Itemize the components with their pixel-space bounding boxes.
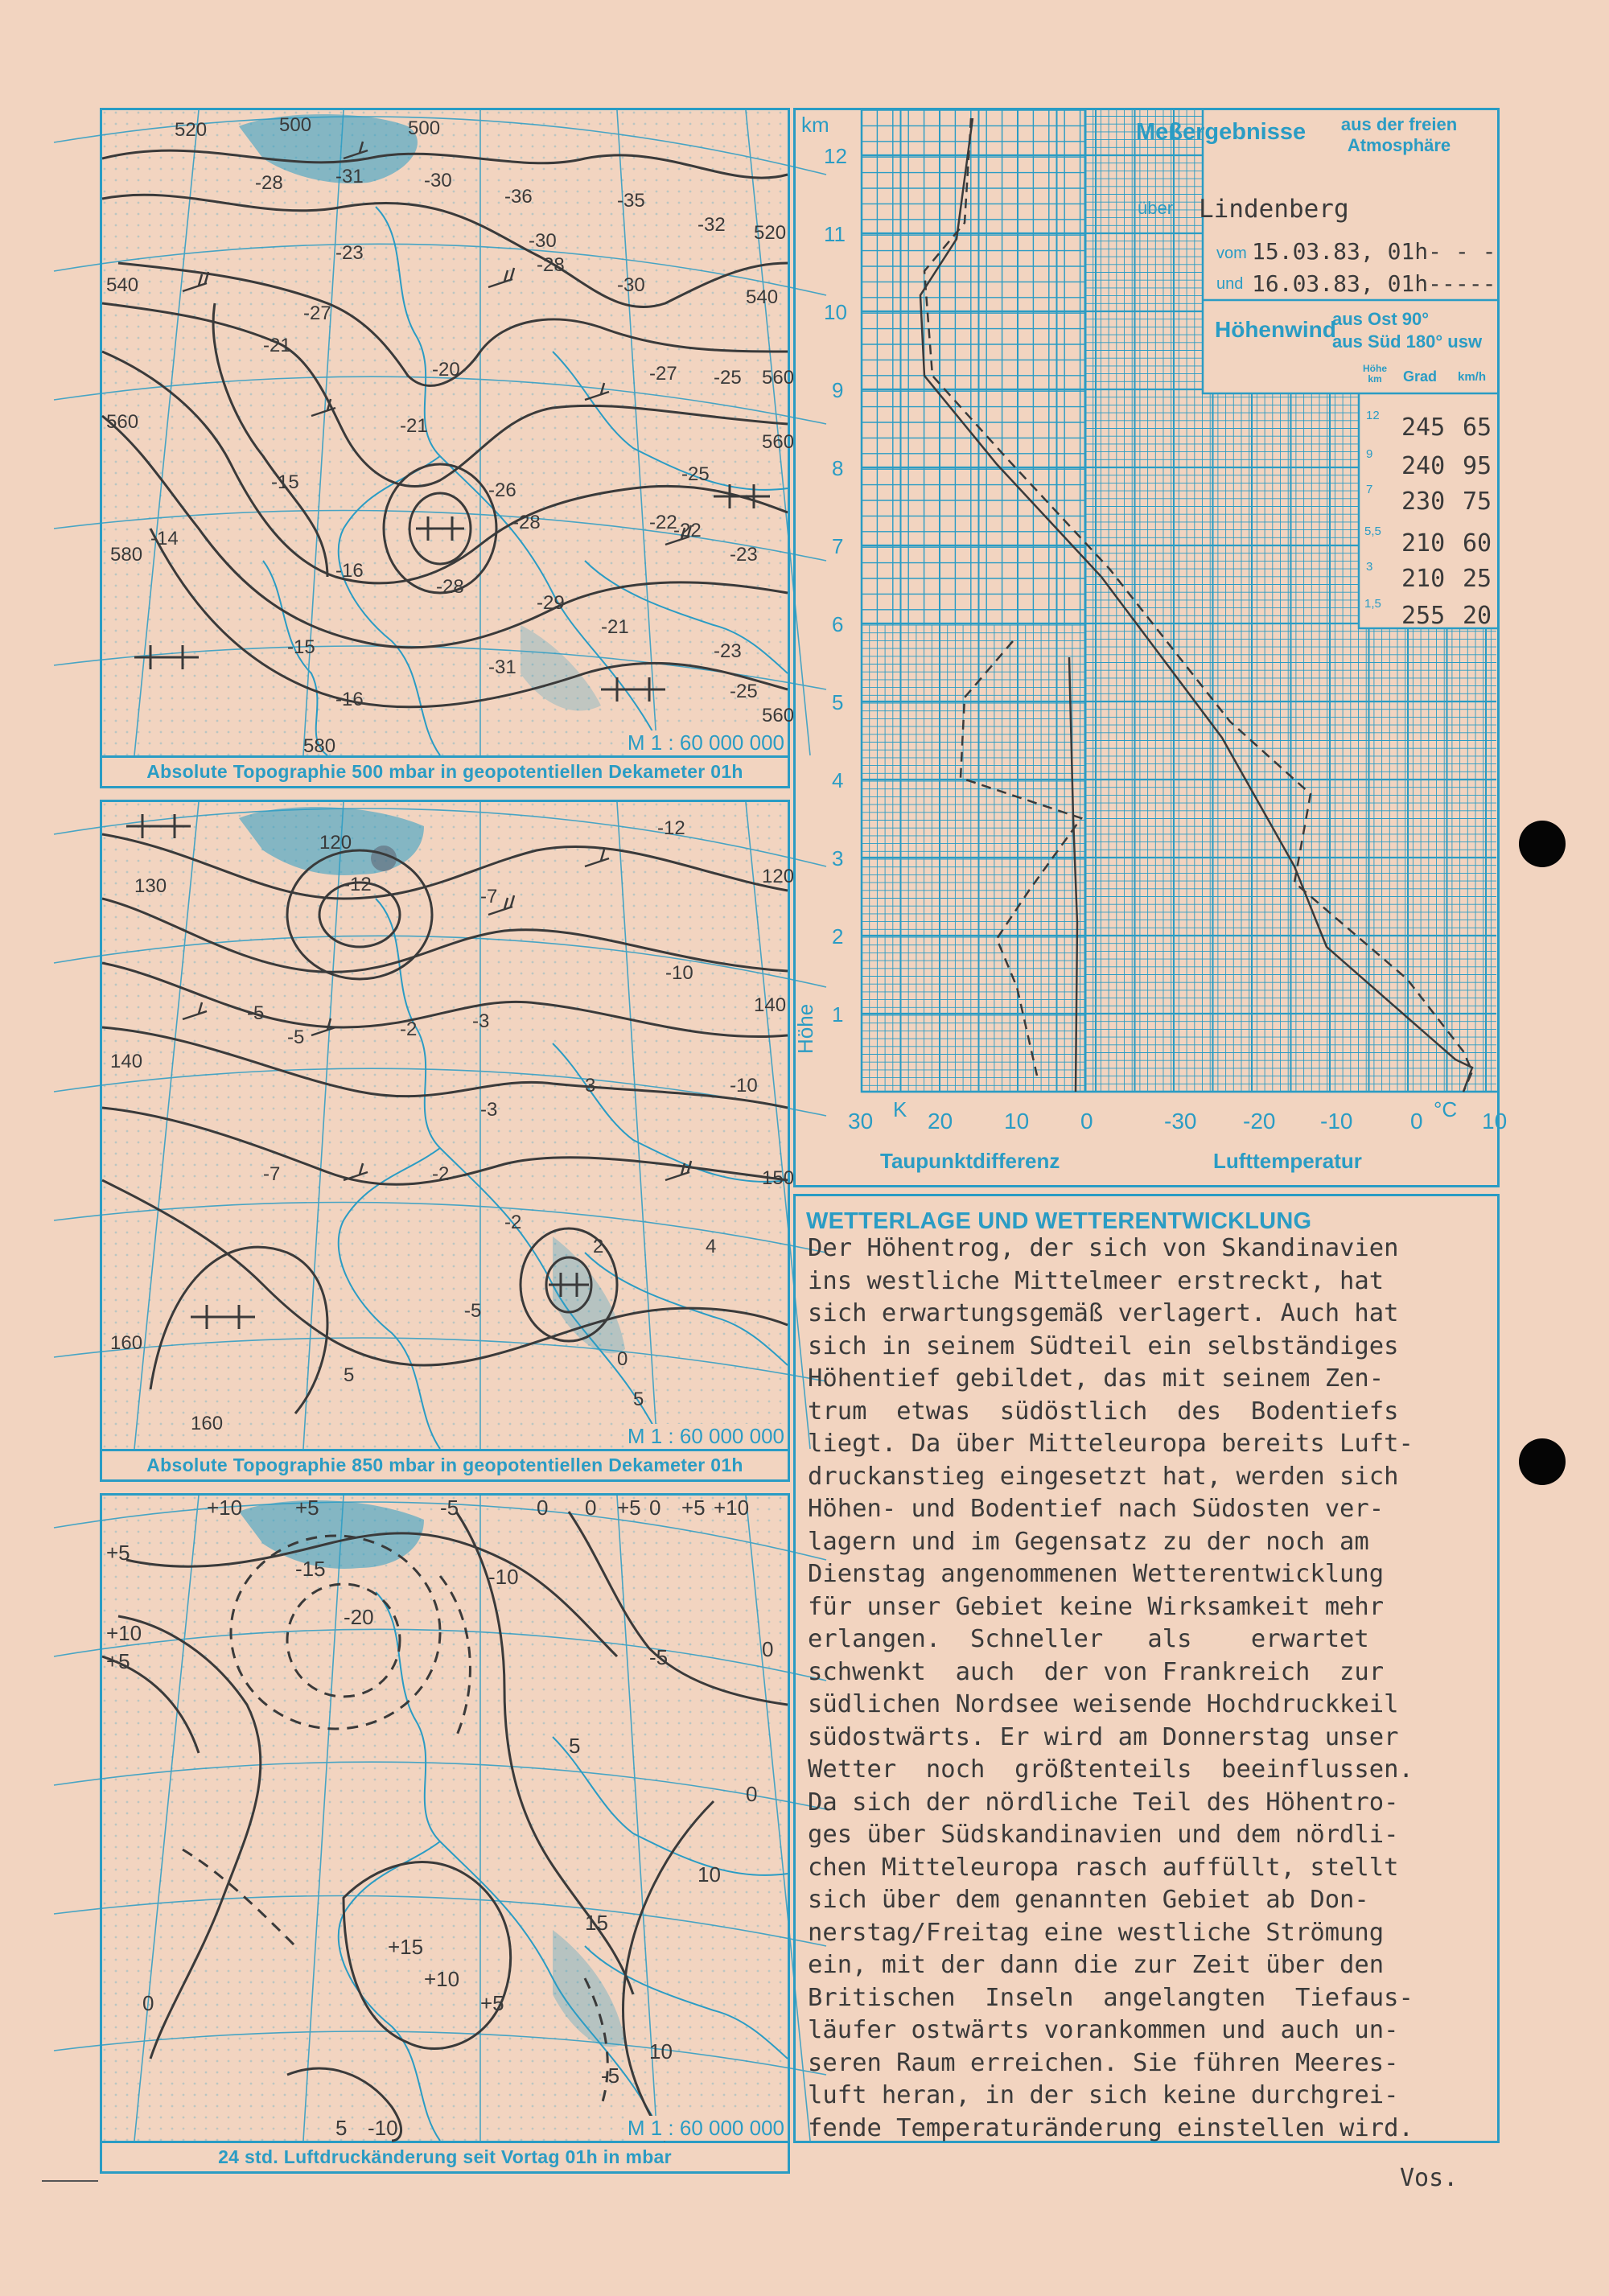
weather-text-line: Britischen Inseln angelangten Tiefaus- <box>808 1983 1414 2012</box>
wind-speed: 65 <box>1463 414 1492 442</box>
contour-label: -7 <box>480 886 498 907</box>
aero-title: Meßergebnisse <box>1136 119 1307 145</box>
pressure-label: -5 <box>601 2064 620 2088</box>
map-850-caption: Absolute Topographie 850 mbar in geopotentiellen Dekameter 01h <box>100 1451 790 1482</box>
contour-label: -32 <box>698 214 726 236</box>
contour-label: 120 <box>319 832 352 854</box>
weather-text-line: ins westliche Mittelmeer erstreckt, hat <box>808 1266 1385 1295</box>
weather-text-line: südlichen Nordsee weisende Hochdruckkeil <box>808 1690 1399 1718</box>
pressure-label: 10 <box>698 1862 721 1887</box>
wind-row <box>1363 525 1498 562</box>
y-tick-label: 5 <box>832 690 844 714</box>
contour-label: -20 <box>432 359 460 381</box>
wind-height: 7 <box>1366 483 1373 496</box>
contour-label: -16 <box>335 560 364 582</box>
map-500mbar-drawing <box>102 110 795 757</box>
contour-label: 140 <box>110 1051 143 1072</box>
contour-label: 5 <box>633 1389 644 1410</box>
contour-label: -31 <box>488 656 516 678</box>
weather-text-line: liegt. Da über Mitteleuropa bereits Luft- <box>808 1430 1414 1458</box>
pressure-label: 5 <box>335 2116 348 2140</box>
pressure-label: 5 <box>569 1734 581 1758</box>
contour-label: -23 <box>335 242 364 264</box>
dewpoint-axis-label: Taupunktdifferenz <box>880 1149 1060 1173</box>
wind-direction: 210 <box>1401 529 1446 558</box>
contour-label: -35 <box>617 190 645 212</box>
wind-direction: 240 <box>1401 452 1446 480</box>
contour-label: 540 <box>746 286 779 308</box>
map-500-caption: Absolute Topographie 500 mbar in geopotentiellen Dekameter 01h <box>100 758 790 788</box>
y-tick-label: 6 <box>832 612 844 636</box>
contour-label: 540 <box>106 274 139 296</box>
contour-label: -3 <box>480 1099 498 1121</box>
contour-label: -5 <box>464 1300 482 1322</box>
contour-label: -29 <box>537 592 565 614</box>
contour-label: 150 <box>762 1167 795 1189</box>
pressure-label: +10 <box>207 1496 243 1520</box>
temp-tick-label: 0 <box>1410 1109 1423 1134</box>
wind-row <box>1363 597 1498 635</box>
contour-label: 580 <box>303 735 336 757</box>
contour-label: -27 <box>649 363 677 385</box>
dewpoint-tick-label: 10 <box>1004 1109 1030 1134</box>
signature: Vos. <box>1400 2164 1459 2192</box>
pressure-label: 0 <box>762 1637 774 1661</box>
temp-tick-label: -10 <box>1320 1109 1353 1134</box>
contour-label: 0 <box>617 1348 628 1370</box>
contour-label: 520 <box>754 222 787 244</box>
weather-text-line: Höhen- und Bodentief nach Südosten ver- <box>808 1495 1385 1523</box>
wind-note-2: aus Süd 180° usw <box>1332 331 1483 352</box>
wind-col-kmh: km/h <box>1458 370 1487 384</box>
wind-direction: 255 <box>1401 602 1446 630</box>
map-850mbar-drawing <box>102 802 795 1449</box>
pressure-label: +15 <box>388 1935 424 1959</box>
y-tick-label: 9 <box>832 378 844 402</box>
pressure-label: +5 <box>617 1496 641 1520</box>
y-tick-label: 7 <box>832 534 844 558</box>
contour-label: -31 <box>335 166 364 187</box>
pressure-label: 0 <box>649 1496 661 1520</box>
contour-label: 3 <box>585 1075 596 1097</box>
pressure-label: 10 <box>649 2039 673 2064</box>
contour-label: -2 <box>504 1212 522 1233</box>
weather-text-line: sich in seinem Südteil ein selbständiges <box>808 1331 1399 1360</box>
punch-hole-top <box>1519 821 1566 867</box>
contour-label: 160 <box>191 1413 224 1434</box>
contour-label: -15 <box>287 636 315 658</box>
weather-text-line: nerstag/Freitag eine westliche Strömung <box>808 1918 1385 1947</box>
contour-label: 560 <box>762 705 795 726</box>
dewpoint-tick-label: 30 <box>848 1109 874 1134</box>
map-pressure-change <box>100 1493 790 2143</box>
wind-height: 9 <box>1366 447 1373 461</box>
wind-row <box>1363 483 1498 521</box>
weather-text-line: lagern und im Gegensatz zu der noch am <box>808 1527 1369 1556</box>
weather-text-line: trum etwas südöstlich des Bodentiefs <box>808 1397 1399 1426</box>
wind-height: 12 <box>1366 409 1380 422</box>
contour-label: 560 <box>762 431 795 453</box>
map-pressure-scale: M 1 : 60 000 000 <box>624 2116 788 2141</box>
y-axis-unit: km <box>801 113 829 137</box>
wind-height: 1,5 <box>1364 597 1381 611</box>
temp-tick-label: -30 <box>1164 1109 1197 1134</box>
map-pressure-caption: 24 std. Luftdruckänderung seit Vortag 01h in mbar <box>100 2143 790 2174</box>
pressure-label: 0 <box>746 1782 758 1806</box>
pressure-label: 0 <box>142 1991 154 2015</box>
pressure-label: 0 <box>585 1496 597 1520</box>
wind-note-1: aus Ost 90° <box>1332 309 1430 329</box>
wind-speed: 95 <box>1463 452 1492 480</box>
contour-label: 500 <box>279 114 312 136</box>
weather-title: WETTERLAGE UND WETTERENTWICKLUNG <box>806 1208 1312 1234</box>
contour-label: -26 <box>488 479 516 501</box>
contour-label: -2 <box>432 1163 450 1185</box>
contour-label: -23 <box>730 544 758 566</box>
weather-text-line: Höhentief gebildet, das mit seinem Zen- <box>808 1364 1385 1393</box>
pressure-label: +5 <box>106 1541 130 1565</box>
contour-label: 120 <box>762 866 795 887</box>
y-tick-label: 4 <box>832 768 844 792</box>
contour-label: -14 <box>150 528 179 549</box>
contour-label: -21 <box>263 335 291 356</box>
contour-label: -36 <box>504 186 533 208</box>
contour-label: -5 <box>247 1002 265 1024</box>
weather-text-line: sich über dem genannten Gebiet ab Don- <box>808 1886 1369 1914</box>
y-axis-label: Höhe <box>793 1003 817 1054</box>
weather-text-line: sich erwartungsgemäß verlagert. Auch hat <box>808 1299 1399 1327</box>
wind-col-height: Höhe km <box>1363 363 1387 385</box>
contour-label: 4 <box>706 1236 717 1257</box>
contour-label: -23 <box>714 640 742 662</box>
contour-label: -22 <box>673 520 702 541</box>
pressure-label: +5 <box>106 1649 130 1673</box>
wind-row <box>1363 560 1498 598</box>
contour-label: -15 <box>271 471 299 493</box>
contour-label: 2 <box>593 1236 604 1257</box>
contour-label: -28 <box>512 512 541 533</box>
contour-label: -3 <box>472 1010 490 1032</box>
weather-text-line: luft heran, in der sich keine durchgrei- <box>808 2081 1399 2109</box>
contour-label: -12 <box>657 817 685 839</box>
contour-label: -25 <box>730 681 758 702</box>
temp-tick-label: 10 <box>1482 1109 1508 1134</box>
contour-label: -30 <box>424 170 452 191</box>
contour-label: 520 <box>175 119 208 141</box>
temp-unit: °C <box>1434 1097 1458 1121</box>
weather-text-line: erlangen. Schneller als erwartet <box>808 1625 1369 1653</box>
contour-label: 560 <box>106 411 139 433</box>
pressure-label: +10 <box>714 1496 750 1520</box>
pressure-label: -20 <box>344 1605 374 1629</box>
aero-to-prefix: und <box>1216 275 1244 293</box>
pressure-label: -10 <box>368 2116 398 2140</box>
contour-label: 160 <box>110 1332 143 1354</box>
map-500mbar <box>100 108 795 758</box>
pressure-label: +5 <box>681 1496 706 1520</box>
contour-label: 580 <box>110 544 143 566</box>
aero-from-prefix: vom <box>1216 245 1247 262</box>
wind-speed: 60 <box>1463 529 1492 558</box>
pressure-label: 15 <box>585 1911 608 1935</box>
contour-label: -30 <box>529 230 557 252</box>
contour-label: -16 <box>335 689 364 710</box>
aero-station: Lindenberg <box>1199 195 1349 224</box>
weather-text-line: ges über Südskandinavien und dem nördli- <box>808 1821 1399 1849</box>
pressure-label: -15 <box>295 1557 326 1581</box>
pressure-label: -10 <box>488 1565 519 1589</box>
map-500-scale: M 1 : 60 000 000 <box>624 730 788 755</box>
contour-label: -25 <box>681 463 710 485</box>
weather-text-line: läufer ostwärts vorankommen und auch un- <box>808 2016 1399 2044</box>
wind-direction: 210 <box>1401 565 1446 593</box>
weather-text-line: Dienstag angenommenen Wetterentwicklung <box>808 1560 1385 1588</box>
dewpoint-tick-label: 0 <box>1080 1109 1093 1134</box>
map-pressure-drawing <box>102 1496 788 2141</box>
temp-tick-label: -20 <box>1243 1109 1276 1134</box>
y-tick-label: 8 <box>832 456 844 480</box>
weather-text-line: chen Mitteleuropa rasch auffüllt, stellt <box>808 1853 1399 1882</box>
pressure-label: -5 <box>440 1496 459 1520</box>
y-tick-label: 12 <box>824 144 847 168</box>
aero-from-date: 15.03.83, 01h- - - <box>1252 238 1496 265</box>
pressure-label: +10 <box>424 1967 460 1991</box>
contour-label: -21 <box>400 415 428 437</box>
weather-text-line: für unser Gebiet keine Wirksamkeit mehr <box>808 1592 1385 1621</box>
contour-label: -10 <box>730 1075 758 1097</box>
contour-label: -28 <box>255 172 283 194</box>
pressure-label: 0 <box>537 1496 549 1520</box>
contour-label: -21 <box>601 616 629 638</box>
contour-label: 130 <box>134 875 167 897</box>
pressure-label: -5 <box>649 1645 669 1669</box>
contour-label: -12 <box>344 874 372 895</box>
pressure-label: +5 <box>480 1991 504 2015</box>
contour-label: 5 <box>344 1364 355 1386</box>
contour-label: 140 <box>754 994 787 1016</box>
pressure-label: +5 <box>295 1496 319 1520</box>
wind-row <box>1363 447 1498 485</box>
contour-label: -22 <box>649 512 677 533</box>
weather-text-body <box>808 1232 1467 2145</box>
y-tick-label: 1 <box>832 1002 844 1027</box>
temp-axis-label: Lufttemperatur <box>1213 1149 1362 1173</box>
weather-text-line: schwenkt auch der von Frankreich zur <box>808 1657 1385 1686</box>
aero-to-date: 16.03.83, 01h----- <box>1252 270 1496 297</box>
weather-text-line: seren Raum erreichen. Sie führen Meeres- <box>808 2048 1399 2077</box>
weather-text-line: ein, mit der dann die zur Zeit über den <box>808 1951 1385 1979</box>
contour-label: -30 <box>617 274 645 296</box>
wind-height: 5,5 <box>1364 525 1381 538</box>
weather-text-line: Wetter noch größtenteils beeinflussen. <box>808 1755 1414 1784</box>
y-tick-label: 3 <box>832 846 844 870</box>
margin-line <box>42 2180 98 2182</box>
weather-text-line: südostwärts. Er wird am Donnerstag unser <box>808 1722 1399 1751</box>
punch-hole-bottom <box>1519 1438 1566 1485</box>
contour-label: -27 <box>303 302 331 324</box>
dewpoint-unit: K <box>893 1097 907 1121</box>
contour-label: 500 <box>408 117 441 139</box>
contour-label: -2 <box>400 1018 418 1040</box>
wind-speed: 25 <box>1463 565 1492 593</box>
map-850mbar <box>100 800 795 1451</box>
wind-speed: 20 <box>1463 602 1492 630</box>
weather-text-line: druckanstieg eingesetzt hat, werden sich <box>808 1462 1399 1491</box>
contour-label: 560 <box>762 367 795 389</box>
y-tick-label: 2 <box>832 924 844 948</box>
wind-row <box>1363 409 1498 446</box>
contour-label: -5 <box>287 1027 305 1048</box>
weather-text-line: Der Höhentrog, der sich von Skandinavien <box>808 1234 1399 1262</box>
wind-col-grad: Grad <box>1403 368 1438 385</box>
contour-label: -28 <box>436 576 464 598</box>
contour-label: -10 <box>665 962 693 984</box>
map-850-scale: M 1 : 60 000 000 <box>624 1424 788 1449</box>
aero-subtitle: aus der freien Atmosphäre <box>1340 114 1458 155</box>
y-tick-label: 11 <box>824 222 846 246</box>
wind-direction: 245 <box>1401 414 1446 442</box>
pressure-label: +10 <box>106 1621 142 1645</box>
weather-text-line: fende Temperaturänderung einstellen wird. <box>808 2113 1414 2142</box>
dewpoint-tick-label: 20 <box>928 1109 953 1134</box>
wind-height: 3 <box>1366 560 1373 574</box>
wind-direction: 230 <box>1401 488 1446 516</box>
aero-station-prefix: über <box>1138 198 1174 218</box>
wind-speed: 75 <box>1463 488 1492 516</box>
y-tick-label: 10 <box>824 300 847 324</box>
weather-text-line: Da sich der nördliche Teil des Höhentro- <box>808 1788 1399 1817</box>
contour-label: -28 <box>537 254 565 276</box>
contour-label: -7 <box>263 1163 281 1185</box>
contour-label: -25 <box>714 367 742 389</box>
wind-title: Höhenwind <box>1215 317 1336 342</box>
